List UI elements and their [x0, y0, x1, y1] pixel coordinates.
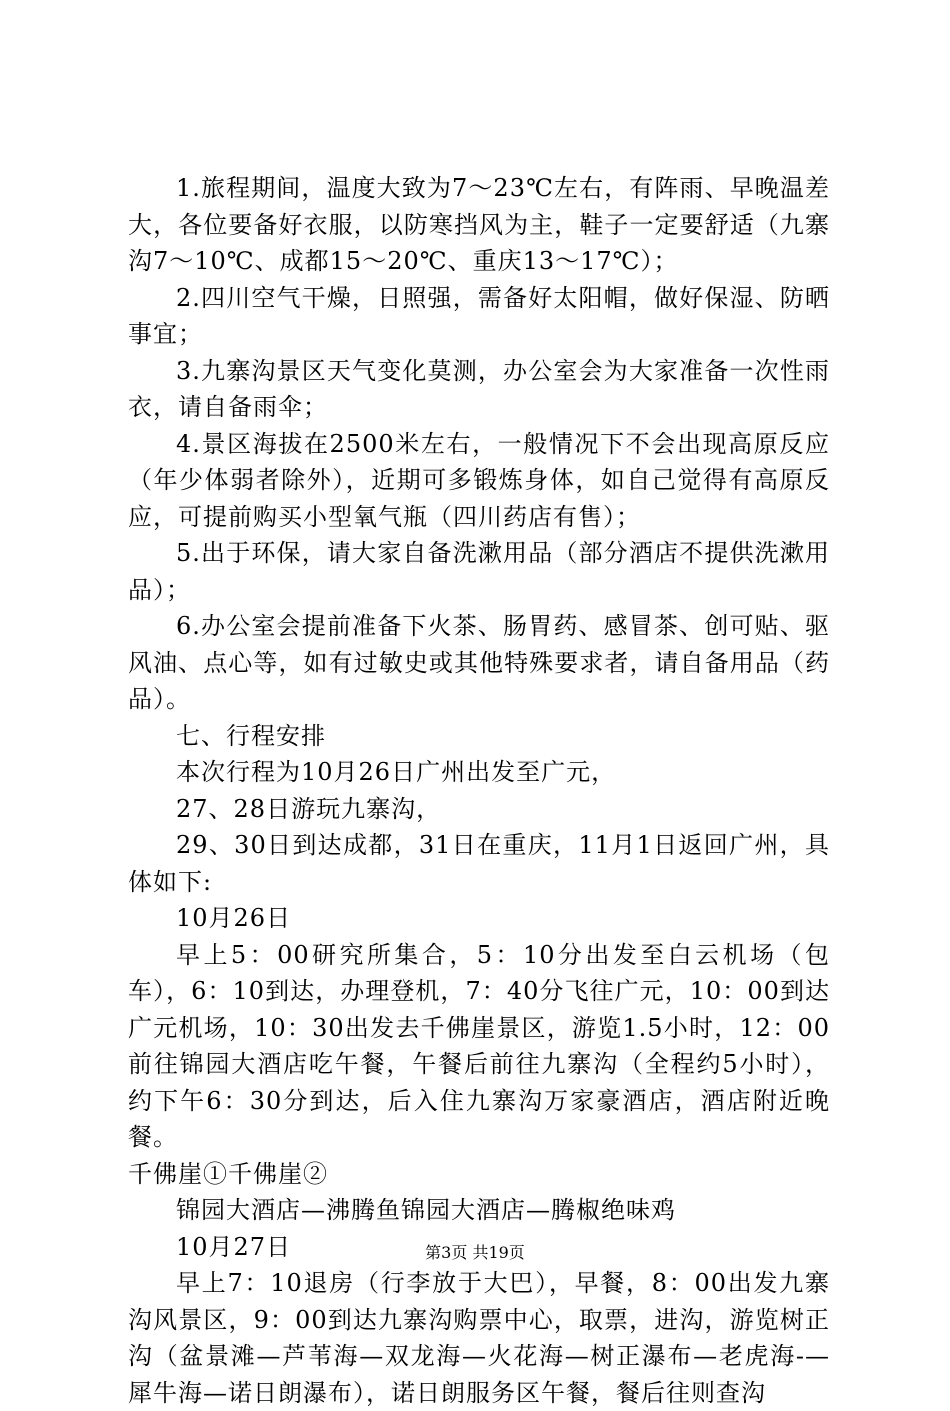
document-body: [128, 170, 830, 1411]
note-item-2: 2.四川空气干燥，日照强，需备好太阳帽，做好保湿、防晒事宜；: [128, 283, 830, 348]
itinerary-line-3: 29、30日到达成都，31日在重庆，11月1日返回广州，具体如下:: [128, 831, 830, 896]
day-schedule-oct-27: 早上7：10退房（行李放于大巴），早餐，8：00出发九寨沟风景区，9：00到达九寨沟购票中心，取票，进沟，游览树正沟（盆景滩—芦苇海—双龙海—火花海—树正瀑布—老虎海-—犀牛海—诺日朗瀑布），诺日朗服务区午餐，餐后往则查沟: [128, 1269, 830, 1407]
day-heading-oct-26: 10月26日: [176, 904, 292, 932]
day-schedule-oct-26: 早上5：00研究所集合，5：10分出发至白云机场（包车），6：10到达，办理登机，7：40分飞往广元，10：00到达广元机场，10：30出发去千佛崖景区，游览1.5小时，12：00前往锦园大酒店吃午餐，午餐后前往九寨沟（全程约5小时），约下午6：30分到达，后入住九寨沟万家豪酒店，酒店附近晚餐。: [128, 940, 830, 1151]
photo-caption-qianfoya: 千佛崖①千佛崖②: [128, 1159, 328, 1188]
note-item-6: 6.办公室会提前准备下火茶、肠胃药、感冒茶、创可贴、驱风油、点心等，如有过敏史或其他特殊要求者，请自备用品（药品）。: [128, 612, 830, 713]
photo-caption-restaurant: 锦园大酒店—沸腾鱼锦园大酒店—腾椒绝味鸡: [176, 1196, 676, 1224]
itinerary-line-2: 27、28日游玩九寨沟，: [176, 794, 442, 823]
note-item-5: 5.出于环保，请大家自备洗漱用品（部分酒店不提供洗漱用品）；: [128, 539, 830, 604]
note-item-3: 3.九寨沟景区天气变化莫测，办公室会为大家准备一次性雨衣，请自备雨伞；: [128, 356, 830, 421]
page-footer: 第3页 共19页: [425, 1243, 525, 1262]
itinerary-intro: 本次行程为10月26日广州出发至广元，: [176, 758, 617, 786]
section-heading: 七、行程安排: [176, 721, 326, 750]
note-item-4: 4.景区海拔在2500米左右，一般情况下不会出现高原反应（年少体弱者除外），近期可多锻炼身体，如自己觉得有高原反应，可提前购买小型氧气瓶（四川药店有售）；: [128, 429, 830, 531]
note-item-1: 1.旅程期间，温度大致为7～23℃左右，有阵雨、早晚温差大，各位要备好衣服，以防寒挡风为主，鞋子一定要舒适（九寨沟7～10℃、成都15～20℃、重庆13～17℃）；: [128, 174, 830, 275]
day-heading-oct-27: 10月27日: [176, 1232, 292, 1261]
